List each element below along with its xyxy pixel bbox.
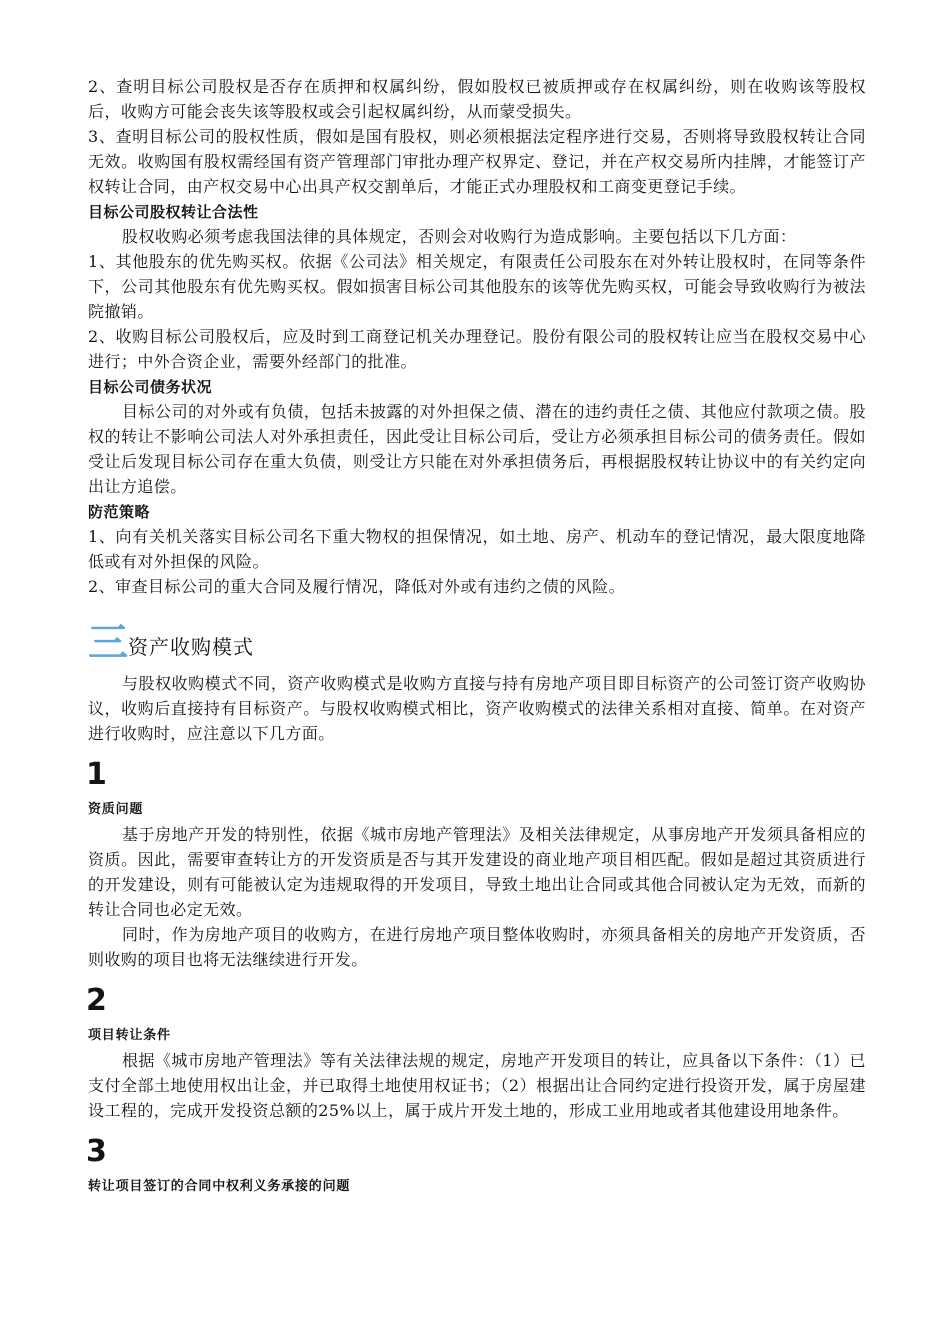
paragraph-asset-intro: 与股权收购模式不同，资产收购模式是收购方直接与持有房地产项目即目标资产的公司签订资产收购协议，收购后直接持有目标资产。与股权收购模式相比，资产收购模式的法律关系相对直接、简单。在对资产进行收购时，应注意以下几方面。 [88, 674, 866, 743]
paragraph-preemptive-right: 1、其他股东的优先购买权。依据《公司法》相关规定，有限责任公司股东在对外转让股权时，在同等条件下，公司其他股东有优先购买权。假如损害目标公司其他股东的该等优先购买权，可能会导致收购行为被法院撤销。 [88, 252, 866, 321]
paragraph-strategy-1: 1、向有关机关落实目标公司名下重大物权的担保情况，如土地、房产、机动车的登记情况，最大限度地降低或有对外担保的风险。 [88, 527, 866, 571]
section-number: 三 [88, 620, 126, 666]
item-title: 转让项目签订的合同中权利义务承接的问题 [88, 1179, 351, 1194]
section-asset-acquisition [88, 609, 866, 665]
paragraph-equity-pledge: 2、查明目标公司股权是否存在质押和权属纠纷，假如股权已被质押或存在权属纠纷，则在收购该等股权后，收购方可能会丧失该等股权或会引起权属纠纷，从而蒙受损失。 [88, 77, 866, 121]
paragraph-strategy-2: 2、审查目标公司的重大合同及履行情况，降低对外或有违约之债的风险。 [88, 577, 626, 596]
item-contract-obligations [88, 1133, 866, 1197]
heading-debt-status: 目标公司债务状况 [88, 378, 213, 396]
paragraph-contingent-liabilities: 目标公司的对外或有负债，包括未披露的对外担保之债、潜在的违约责任之债、其他应付款项之债。股权的转让不影响公司法人对外承担责任，因此受让目标公司后，受让方必须承担目标公司的债务责任。假如受让后发现目标公司存在重大负债，则受让方只能在对外承担债务后，再根据股权转让协议中的有关约定向出让方追偿。 [88, 402, 866, 496]
paragraph-equity-nature: 3、查明目标公司的股权性质，假如是国有股权，则必须根据法定程序进行交易，否则将导致股权转让合同无效。收购国有股权需经国有资产管理部门审批办理产权界定、登记，并在产权交易所内挂牌，才能签订产权转让合同，由产权交易中心出具产权交割单后，才能正式办理股权和工商变更登记手续。 [88, 127, 866, 196]
heading-prevention-strategy: 防范策略 [88, 503, 151, 521]
item-transfer-conditions [88, 982, 866, 1123]
heading-equity-transfer-legality: 目标公司股权转让合法性 [88, 203, 259, 221]
item-number: 1 [86, 757, 107, 792]
item-paragraph: 同时，作为房地产项目的收购方，在进行房地产项目整体收购时，亦须具备相关的房地产开发资质，否则收购的项目也将无法继续进行开发。 [88, 925, 866, 969]
item-number: 2 [86, 983, 107, 1018]
item-number: 3 [86, 1134, 107, 1169]
paragraph-legal-considerations: 股权收购必须考虑我国法律的具体规定，否则会对收购行为造成影响。主要包括以下几方面： [122, 227, 797, 246]
paragraph-registration: 2、收购目标公司股权后，应及时到工商登记机关办理登记。股份有限公司的股权转让应当在股权交易中心进行；中外合资企业，需要外经部门的批准。 [88, 327, 866, 371]
document-page [88, 74, 866, 1199]
item-title: 项目转让条件 [88, 1028, 171, 1043]
item-paragraph: 根据《城市房地产管理法》等有关法律法规的规定，房地产开发项目的转让，应具备以下条件：（1）已支付全部土地使用权出让金，并已取得土地使用权证书；（2）根据出让合同约定进行投资开发，属于房屋建设工程的，完成开发投资总额的25%以上，属于成片开发土地的，形成工业用地或者其他建设用地条件。 [88, 1051, 866, 1120]
item-qualification [88, 756, 866, 972]
section-title: 资产收购模式 [128, 635, 254, 659]
item-title: 资质问题 [88, 802, 144, 817]
item-paragraph: 基于房地产开发的特别性，依据《城市房地产管理法》及相关法律规定，从事房地产开发须具备相应的资质。因此，需要审查转让方的开发资质是否与其开发建设的商业地产项目相匹配。假如是超过其资质进行的开发建设，则有可能被认定为违规取得的开发项目，导致土地出让合同或其他合同被认定为无效，而新的转让合同也必定无效。 [88, 825, 866, 919]
